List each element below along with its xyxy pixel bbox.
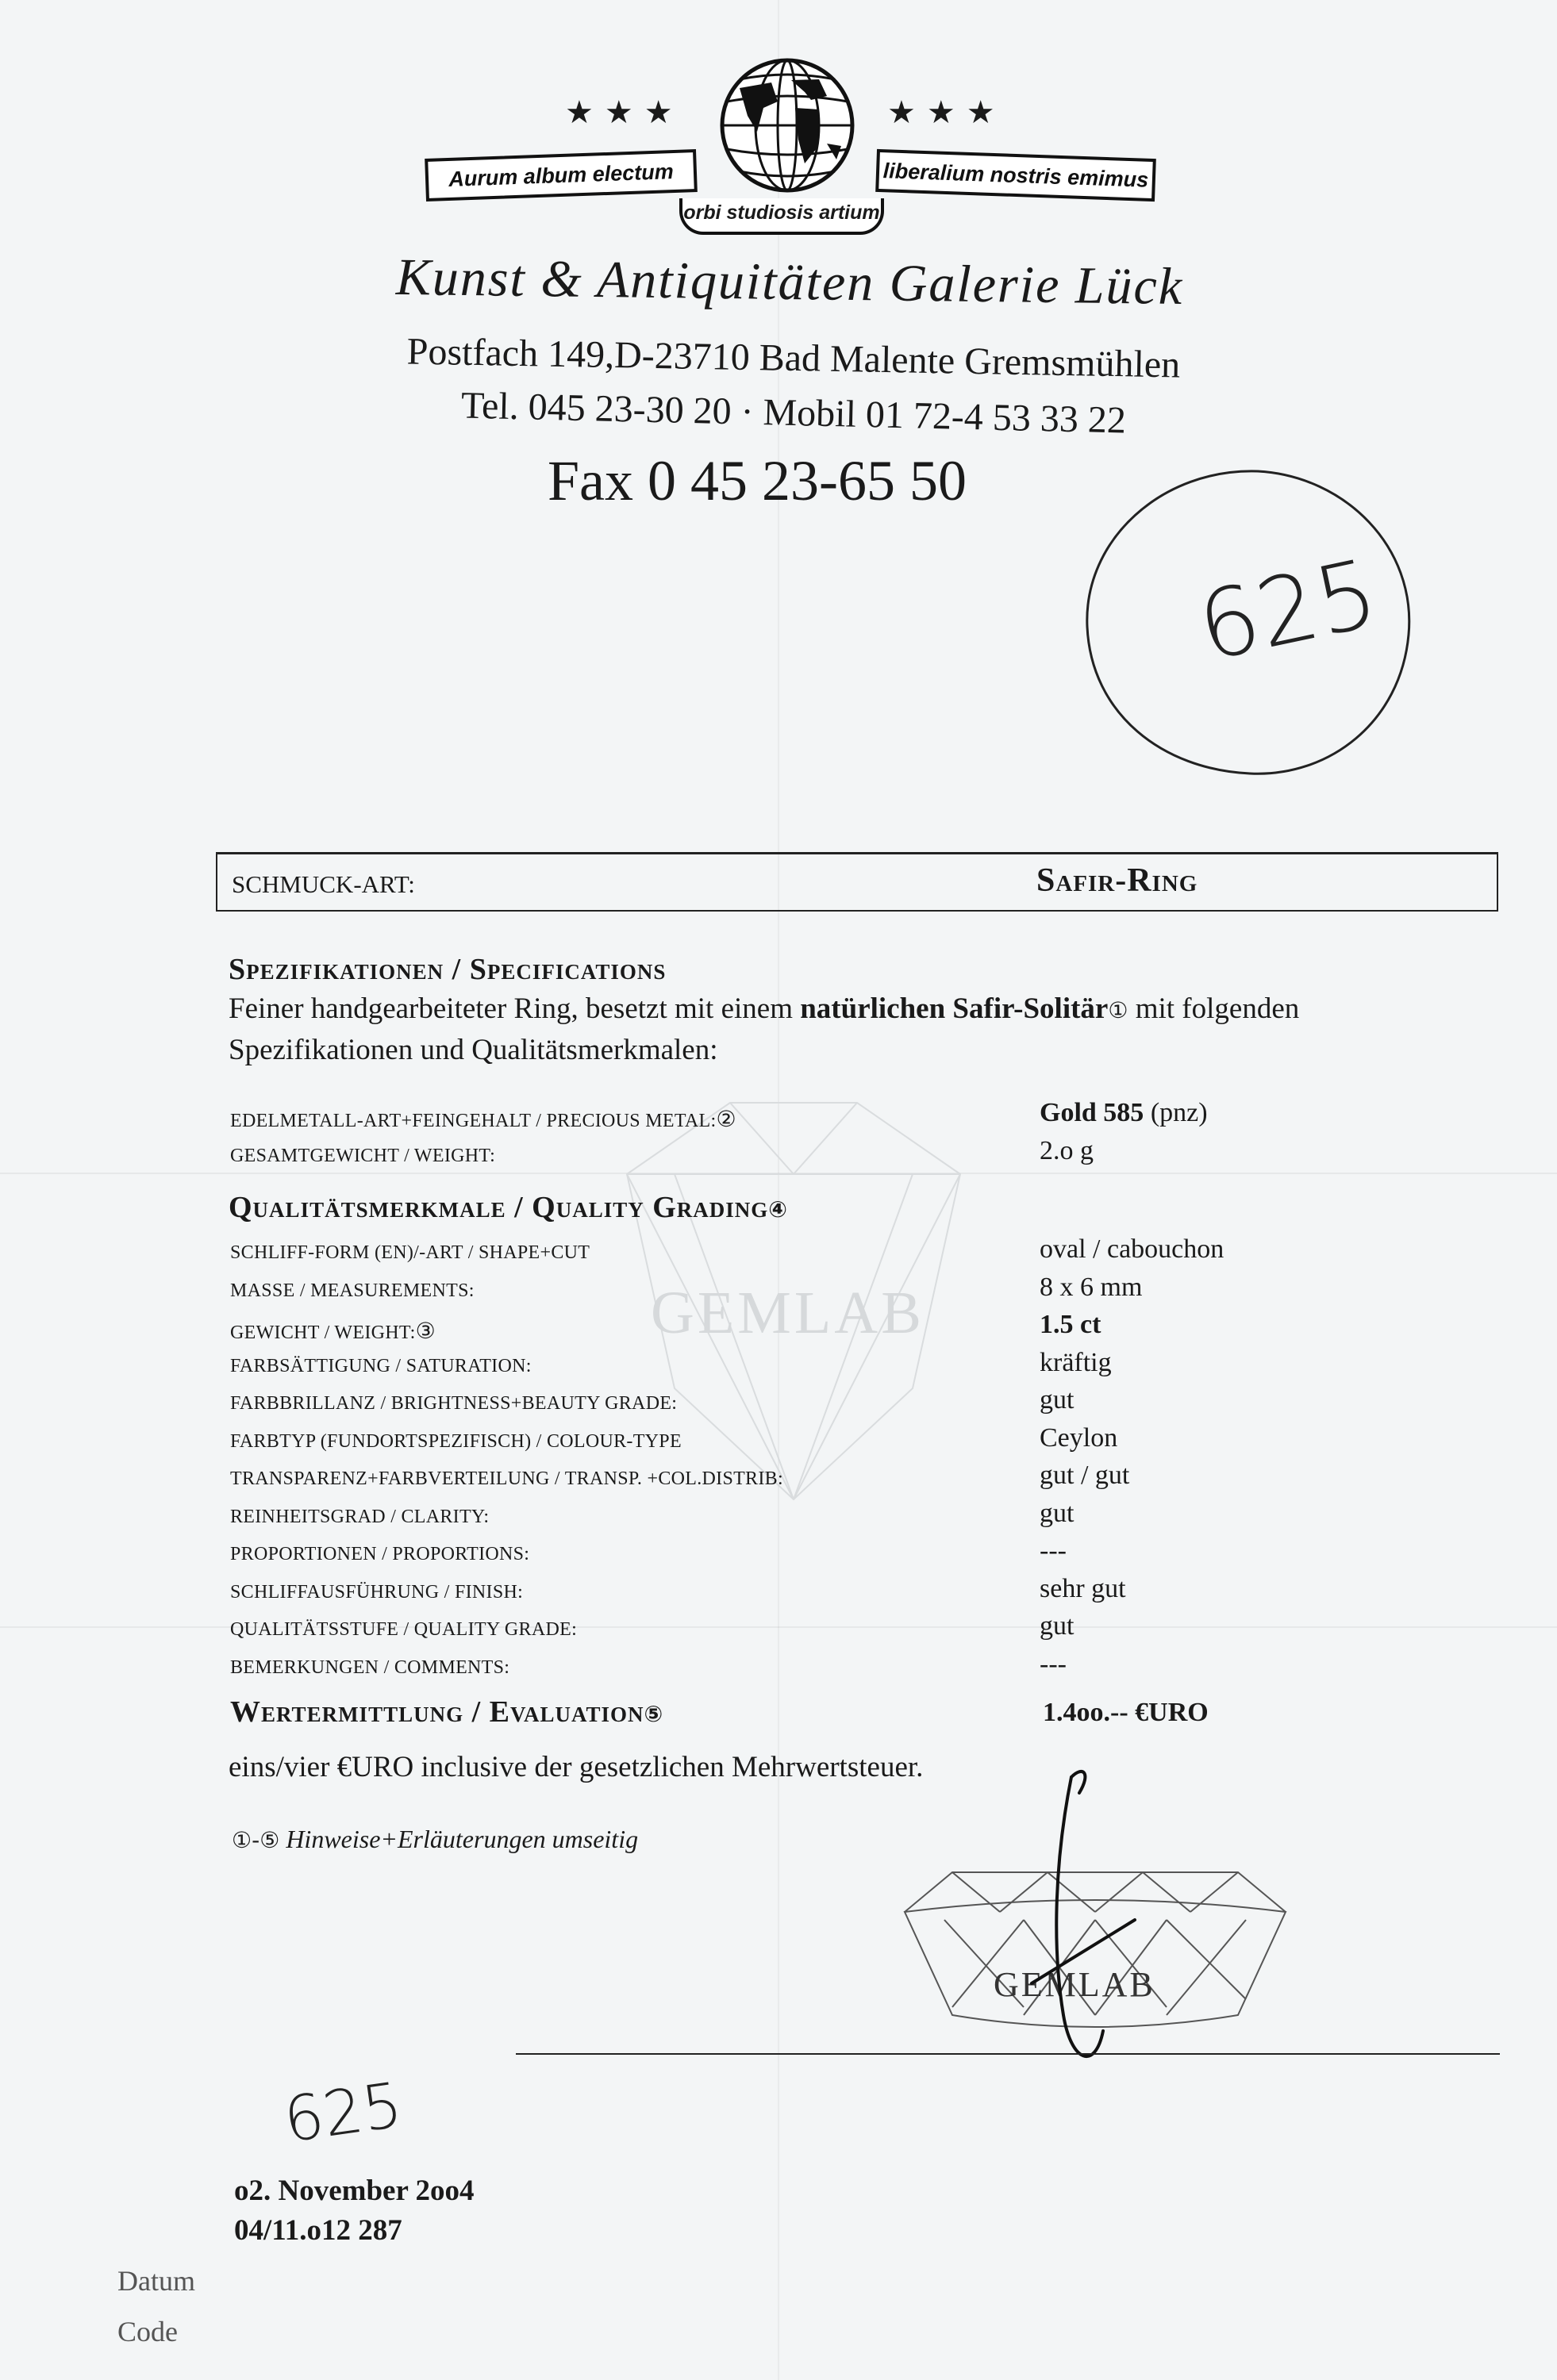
motto-left-banner: Aurum album electum <box>425 149 698 202</box>
specifications-intro-line2: Spezifikationen und Qualitätsmerkmalen: <box>229 1034 718 1066</box>
gemlab-watermark-text: GEMLAB <box>651 1280 925 1346</box>
handwritten-bottom-note: 625 <box>279 2069 407 2157</box>
jewelry-type-label: SCHMUCK-ART: <box>232 870 415 898</box>
code-label: Code <box>117 2316 178 2347</box>
specifications-intro <box>229 992 1498 1026</box>
intro-text-2: mit folgenden <box>1128 992 1300 1025</box>
quality-row-label: FARBBRILLANZ / BRIGHTNESS+BEAUTY GRADE: <box>230 1393 678 1414</box>
quality-row-value: gut <box>1040 1611 1075 1641</box>
spec-row-value: Gold 585 (pnz) <box>1040 1098 1208 1127</box>
document-date: o2. November 2oo4 <box>234 2175 475 2207</box>
quality-row-value: --- <box>1040 1649 1067 1679</box>
handwritten-note: 625 <box>1189 538 1387 682</box>
stars-left: ★★★ <box>565 94 684 130</box>
jewelry-type-value: Safir-Ring <box>1036 862 1198 899</box>
notes-line: ①-⑤ Hinweise+Erläuterungen umseitig <box>232 1825 639 1853</box>
signature-line <box>516 2053 1500 2055</box>
quality-row-label: QUALITÄTSSTUFE / QUALITY GRADE: <box>230 1619 578 1640</box>
quality-row-value: 1.5 ct <box>1040 1310 1101 1339</box>
evaluation-heading: Wertermittlung / Evaluation⑤ <box>230 1695 664 1729</box>
intro-text-1: Feiner handgearbeiteter Ring, besetzt mit einem <box>229 992 801 1025</box>
evaluation-words: eins/vier €URO inclusive der gesetzlichen Mehrwertsteuer. <box>229 1751 924 1783</box>
quality-row-value: kräftig <box>1040 1348 1112 1377</box>
globe-icon <box>716 52 859 203</box>
quality-heading: Qualitätsmerkmale / Quality Grading④ <box>229 1191 789 1224</box>
quality-row-label: GEWICHT / WEIGHT:③ <box>230 1318 436 1344</box>
quality-row-label: TRANSPARENZ+FARBVERTEILUNG / TRANSP. +COL.DISTRIB: <box>230 1468 783 1489</box>
quality-row-value: sehr gut <box>1040 1574 1126 1603</box>
stars-right: ★★★ <box>887 94 1006 130</box>
quality-row-label: BEMERKUNGEN / COMMENTS: <box>230 1657 510 1678</box>
quality-row-label: PROPORTIONEN / PROPORTIONS: <box>230 1544 530 1564</box>
fax: Fax 0 45 23-65 50 <box>548 449 967 512</box>
phone: Tel. 045 23-30 20 · Mobil 01 72-4 53 33 22 <box>460 384 1127 442</box>
intro-text-bold: natürlichen Safir-Solitär <box>800 992 1109 1025</box>
evaluation-value: 1.4oo.-- €URO <box>1043 1698 1209 1727</box>
quality-row-value: gut / gut <box>1040 1461 1130 1490</box>
date-label: Datum <box>117 2265 195 2297</box>
spec-row-value: 2.o g <box>1040 1136 1094 1165</box>
quality-row-value: Ceylon <box>1040 1423 1118 1453</box>
gallery-name: Kunst & Antiquitäten Galerie Lück <box>395 248 1184 317</box>
quality-row-value: gut <box>1040 1385 1075 1415</box>
quality-row-value: gut <box>1040 1499 1075 1528</box>
motto-right-banner: liberalium nostris emimus <box>875 149 1156 202</box>
document-code: 04/11.o12 287 <box>234 2214 402 2247</box>
quality-row-label: FARBSÄTTIGUNG / SATURATION: <box>230 1356 532 1376</box>
quality-row-value: --- <box>1040 1536 1067 1565</box>
address: Postfach 149,D-23710 Bad Malente Gremsmühlen <box>406 330 1181 386</box>
intro-marker: ① <box>1108 997 1128 1023</box>
quality-row-label: FARBTYP (FUNDORTSPEZIFISCH) / COLOUR-TYPE <box>230 1431 682 1452</box>
motto-center-banner: orbi studiosis artium <box>679 198 884 235</box>
gemlab-stamp-text: GEMLAB <box>994 1965 1155 2004</box>
quality-row-value: oval / cabouchon <box>1040 1234 1224 1264</box>
quality-row-label: SCHLIFFAUSFÜHRUNG / FINISH: <box>230 1582 524 1603</box>
quality-row-label: MASSE / MEASUREMENTS: <box>230 1280 475 1301</box>
spec-row-label: EDELMETALL-ART+FEINGEHALT / PRECIOUS METAL:② <box>230 1106 736 1132</box>
signature <box>1016 1761 1174 2079</box>
quality-row-label: SCHLIFF-FORM (EN)/-ART / SHAPE+CUT <box>230 1242 590 1263</box>
spec-row-label: GESAMTGEWICHT / WEIGHT: <box>230 1146 496 1166</box>
specifications-heading: Spezifikationen / Specifications <box>229 953 667 986</box>
quality-row-value: 8 x 6 mm <box>1040 1273 1143 1302</box>
quality-row-label: REINHEITSGRAD / CLARITY: <box>230 1507 490 1527</box>
